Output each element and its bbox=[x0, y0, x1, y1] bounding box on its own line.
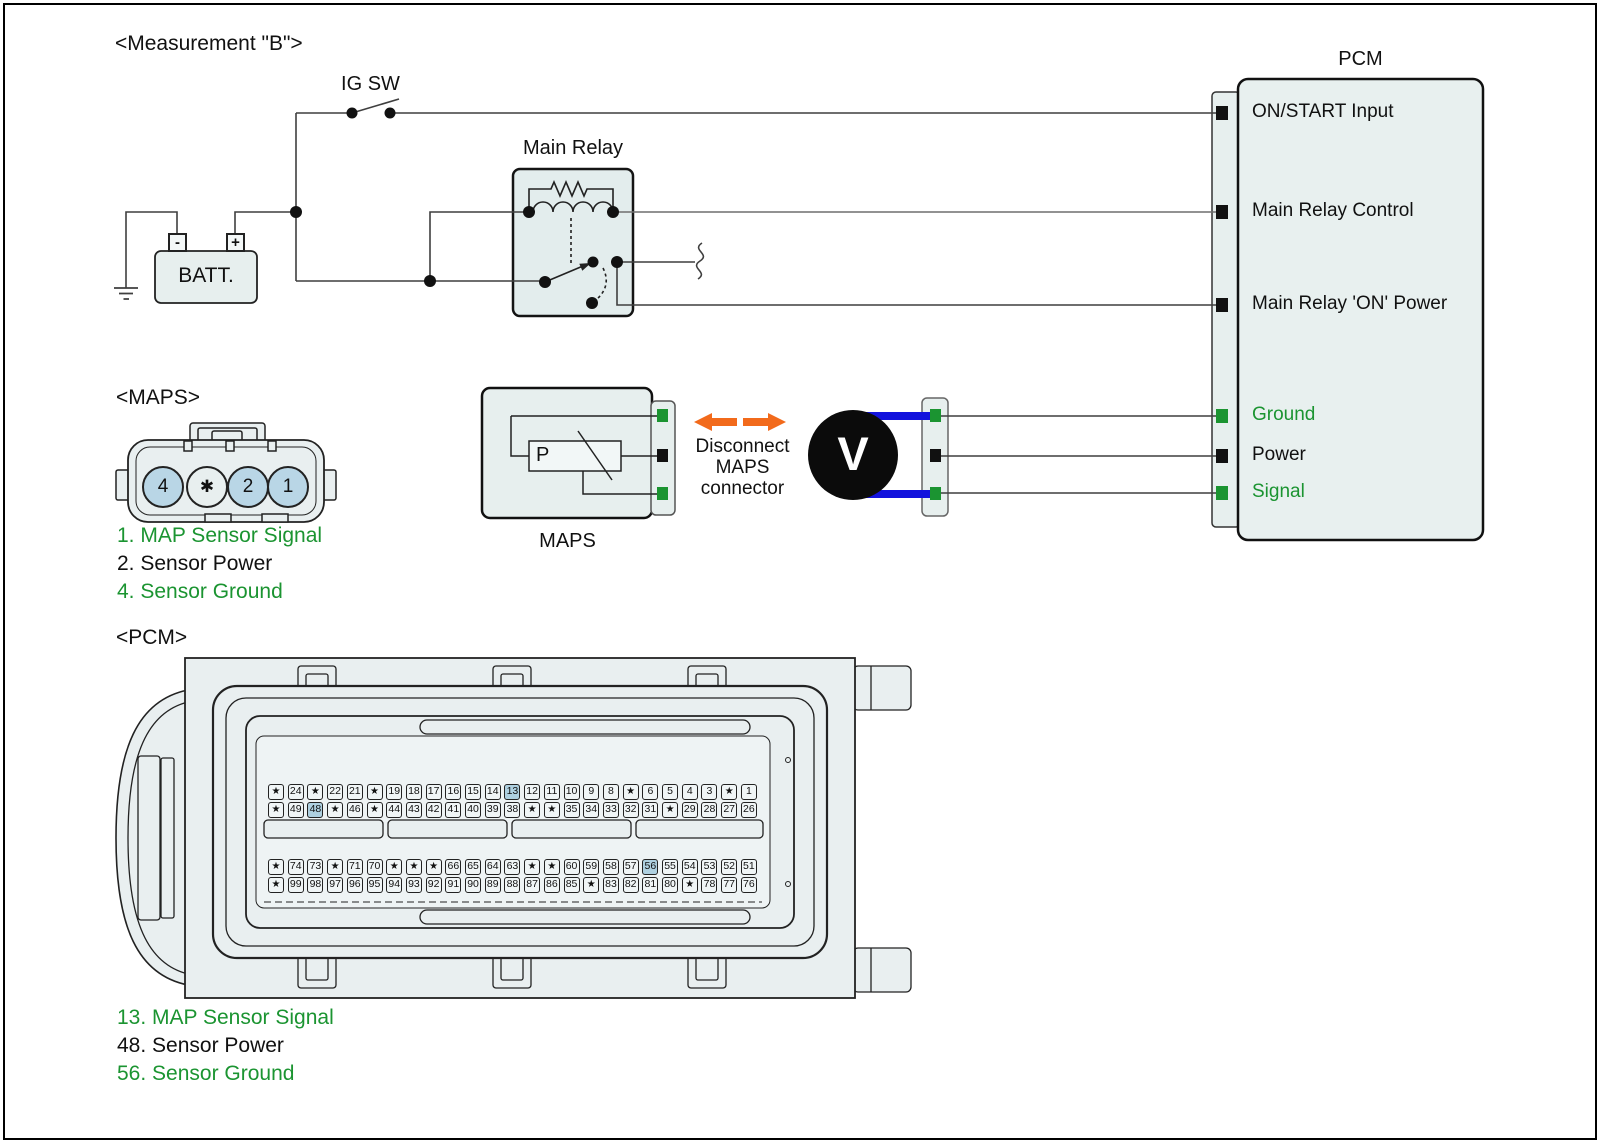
pin-cell-star: ★ bbox=[623, 784, 639, 800]
pin-row bbox=[268, 859, 757, 875]
pcm-pin-label: ON/START Input bbox=[1252, 101, 1394, 122]
pin-cell-star: ★ bbox=[426, 859, 442, 875]
pin-cell: 90 bbox=[465, 877, 481, 893]
pcm-pin-label: Main Relay Control bbox=[1252, 200, 1414, 221]
pin-cell: 38 bbox=[504, 802, 520, 818]
pin-cell: 66 bbox=[445, 859, 461, 875]
pin-cell: 88 bbox=[504, 877, 520, 893]
pin-cell-star: ★ bbox=[367, 802, 383, 818]
pin-cell: 29 bbox=[682, 802, 698, 818]
pin-cell: 92 bbox=[426, 877, 442, 893]
pin-cell-star: ★ bbox=[268, 802, 284, 818]
legend-line: 4. Sensor Ground bbox=[117, 580, 283, 603]
pin-cell: 53 bbox=[701, 859, 717, 875]
pin-cell: 28 bbox=[701, 802, 717, 818]
connector-tab bbox=[853, 666, 911, 710]
pin-cell: 26 bbox=[741, 802, 757, 818]
meter-pin-ground bbox=[930, 409, 941, 422]
pcm-connector-drawing bbox=[116, 658, 911, 998]
pressure-symbol-label: P bbox=[536, 444, 550, 466]
pcm-title: PCM bbox=[1338, 48, 1383, 70]
pcm-pin-square bbox=[1216, 486, 1228, 500]
legend-line: 13. MAP Sensor Signal bbox=[117, 1006, 334, 1029]
pin-cell: 78 bbox=[701, 877, 717, 893]
pin-cell: 24 bbox=[288, 784, 304, 800]
pin-cell: 89 bbox=[485, 877, 501, 893]
pin-cell: 34 bbox=[583, 802, 599, 818]
disconnect-arrows bbox=[694, 413, 786, 431]
pin-cell: 80 bbox=[662, 877, 678, 893]
pin-cell-star: ★ bbox=[268, 784, 284, 800]
pin-cell: 22 bbox=[327, 784, 343, 800]
battery-label: BATT. bbox=[178, 264, 234, 287]
measurement-title: <Measurement "B"> bbox=[115, 32, 303, 55]
pin-cell: 49 bbox=[288, 802, 304, 818]
pin-cell: 73 bbox=[307, 859, 323, 875]
pin-cell: 44 bbox=[386, 802, 402, 818]
pcm-pin-square bbox=[1216, 449, 1228, 463]
pin-cell: 11 bbox=[544, 784, 560, 800]
pin-cell: 56 bbox=[642, 859, 658, 875]
pin-cell: 21 bbox=[347, 784, 363, 800]
meter-pin-power bbox=[930, 449, 941, 462]
battery-neg-terminal: - bbox=[168, 233, 187, 252]
connector-tab bbox=[853, 948, 911, 992]
pin-cell: 82 bbox=[623, 877, 639, 893]
pin-cell: 35 bbox=[564, 802, 580, 818]
pin-cell: 76 bbox=[741, 877, 757, 893]
pin-cell-star: ★ bbox=[367, 784, 383, 800]
pin-cell: 58 bbox=[603, 859, 619, 875]
ground-symbol bbox=[114, 288, 138, 299]
pin-cell: 41 bbox=[445, 802, 461, 818]
pin-cell: 52 bbox=[721, 859, 737, 875]
maps-sensor-label: MAPS bbox=[539, 530, 596, 552]
pin-cell: 6 bbox=[642, 784, 658, 800]
legend-line: 2. Sensor Power bbox=[117, 552, 273, 575]
legend-line: 1. MAP Sensor Signal bbox=[117, 524, 323, 547]
pin-cell: 57 bbox=[623, 859, 639, 875]
pin-cell: 15 bbox=[465, 784, 481, 800]
pin-cell: 9 bbox=[583, 784, 599, 800]
wire-break-squiggle bbox=[697, 243, 704, 279]
arrow-left-icon bbox=[694, 413, 737, 431]
maps-pin-ground bbox=[657, 409, 668, 422]
pin-cell: 4 bbox=[682, 784, 698, 800]
pin-cell-star: ★ bbox=[268, 859, 284, 875]
pin-cell: 60 bbox=[564, 859, 580, 875]
battery-pos-terminal: + bbox=[226, 233, 245, 252]
pin-cell: 98 bbox=[307, 877, 323, 893]
pin-cell: 85 bbox=[564, 877, 580, 893]
main-relay-box bbox=[513, 169, 633, 316]
disconnect-note-line: connector bbox=[700, 478, 785, 499]
pcm-pin-label: Signal bbox=[1252, 481, 1305, 502]
pin-row bbox=[268, 784, 757, 800]
pin-cell: 43 bbox=[406, 802, 422, 818]
pin-row bbox=[268, 802, 757, 818]
maps-connector-title: <MAPS> bbox=[116, 386, 201, 409]
pin-cell: 55 bbox=[662, 859, 678, 875]
cavity-circle: 1 bbox=[267, 466, 309, 508]
pcm-connector-title: <PCM> bbox=[116, 626, 188, 649]
pin-cell: 5 bbox=[662, 784, 678, 800]
pin-cell-star: ★ bbox=[307, 784, 323, 800]
pin-cell: 97 bbox=[327, 877, 343, 893]
pin-cell-star: ★ bbox=[327, 802, 343, 818]
pin-cell-star: ★ bbox=[721, 784, 737, 800]
meter-pin-signal bbox=[930, 487, 941, 500]
pin-cell: 19 bbox=[386, 784, 402, 800]
pin-cell: 81 bbox=[642, 877, 658, 893]
pin-cell: 51 bbox=[741, 859, 757, 875]
pin-cell: 93 bbox=[406, 877, 422, 893]
pin-cell-star: ★ bbox=[662, 802, 678, 818]
pin-cell: 59 bbox=[583, 859, 599, 875]
pin-cell: 95 bbox=[367, 877, 383, 893]
pin-cell: 91 bbox=[445, 877, 461, 893]
cavity-circle: 2 bbox=[227, 466, 269, 508]
pin-cell: 83 bbox=[603, 877, 619, 893]
pin-cell: 99 bbox=[288, 877, 304, 893]
wire-relay-on-power bbox=[617, 262, 1222, 305]
pin-cell-star: ★ bbox=[544, 859, 560, 875]
pin-cell: 64 bbox=[485, 859, 501, 875]
pcm-pin-label: Main Relay 'ON' Power bbox=[1252, 293, 1448, 314]
pin-cell: 77 bbox=[721, 877, 737, 893]
pcm-pin-square bbox=[1216, 409, 1228, 423]
cavity-circle: ✱ bbox=[186, 466, 228, 508]
wire-batt-pos bbox=[235, 212, 296, 233]
pin-row bbox=[268, 877, 757, 893]
pin-cell: 8 bbox=[603, 784, 619, 800]
pcm-pin-label: Power bbox=[1252, 444, 1306, 465]
pcm-pin-square bbox=[1216, 205, 1228, 219]
pin-cell: 42 bbox=[426, 802, 442, 818]
pin-cell: 3 bbox=[701, 784, 717, 800]
pin-cell: 18 bbox=[406, 784, 422, 800]
pin-cell: 71 bbox=[347, 859, 363, 875]
pin-cell: 32 bbox=[623, 802, 639, 818]
pin-cell: 94 bbox=[386, 877, 402, 893]
legend-line: 56. Sensor Ground bbox=[117, 1062, 295, 1085]
pcm-pin-label: Ground bbox=[1252, 404, 1316, 425]
ig-sw-label: IG SW bbox=[341, 73, 400, 95]
pin-cell-star: ★ bbox=[524, 802, 540, 818]
pin-cell: 54 bbox=[682, 859, 698, 875]
cavity-circle: 4 bbox=[142, 466, 184, 508]
pin-cell-star: ★ bbox=[682, 877, 698, 893]
pin-cell-star: ★ bbox=[544, 802, 560, 818]
pin-cell: 27 bbox=[721, 802, 737, 818]
pin-cell-star: ★ bbox=[268, 877, 284, 893]
pin-cell: 48 bbox=[307, 802, 323, 818]
disconnect-note-line: Disconnect bbox=[695, 436, 790, 457]
pin-cell-star: ★ bbox=[583, 877, 599, 893]
pin-cell: 96 bbox=[347, 877, 363, 893]
legend-line: 48. Sensor Power bbox=[117, 1034, 284, 1057]
pin-cell: 39 bbox=[485, 802, 501, 818]
pin-cell: 13 bbox=[504, 784, 520, 800]
pin-cell: 10 bbox=[564, 784, 580, 800]
pin-cell: 63 bbox=[504, 859, 520, 875]
pin-cell-star: ★ bbox=[386, 859, 402, 875]
pcm-pin-square bbox=[1216, 298, 1228, 312]
pin-cell-star: ★ bbox=[524, 859, 540, 875]
pin-cell: 87 bbox=[524, 877, 540, 893]
pin-cell: 12 bbox=[524, 784, 540, 800]
disconnect-note bbox=[665, 436, 820, 499]
arrow-right-icon bbox=[743, 413, 786, 431]
pin-cell: 14 bbox=[485, 784, 501, 800]
disconnect-note-line: MAPS bbox=[715, 457, 770, 478]
pin-cell: 16 bbox=[445, 784, 461, 800]
pin-cell-star: ★ bbox=[327, 859, 343, 875]
pin-cell: 86 bbox=[544, 877, 560, 893]
main-relay-label: Main Relay bbox=[522, 137, 624, 159]
voltmeter-label: V bbox=[837, 427, 869, 480]
pin-cell: 31 bbox=[642, 802, 658, 818]
pin-cell: 1 bbox=[741, 784, 757, 800]
pin-cell-star: ★ bbox=[406, 859, 422, 875]
pin-cell: 33 bbox=[603, 802, 619, 818]
pin-cell: 17 bbox=[426, 784, 442, 800]
pin-cell: 40 bbox=[465, 802, 481, 818]
pcm-pin-square bbox=[1216, 106, 1228, 120]
pin-cell: 74 bbox=[288, 859, 304, 875]
pin-cell: 65 bbox=[465, 859, 481, 875]
pin-cell: 46 bbox=[347, 802, 363, 818]
pin-cell: 70 bbox=[367, 859, 383, 875]
